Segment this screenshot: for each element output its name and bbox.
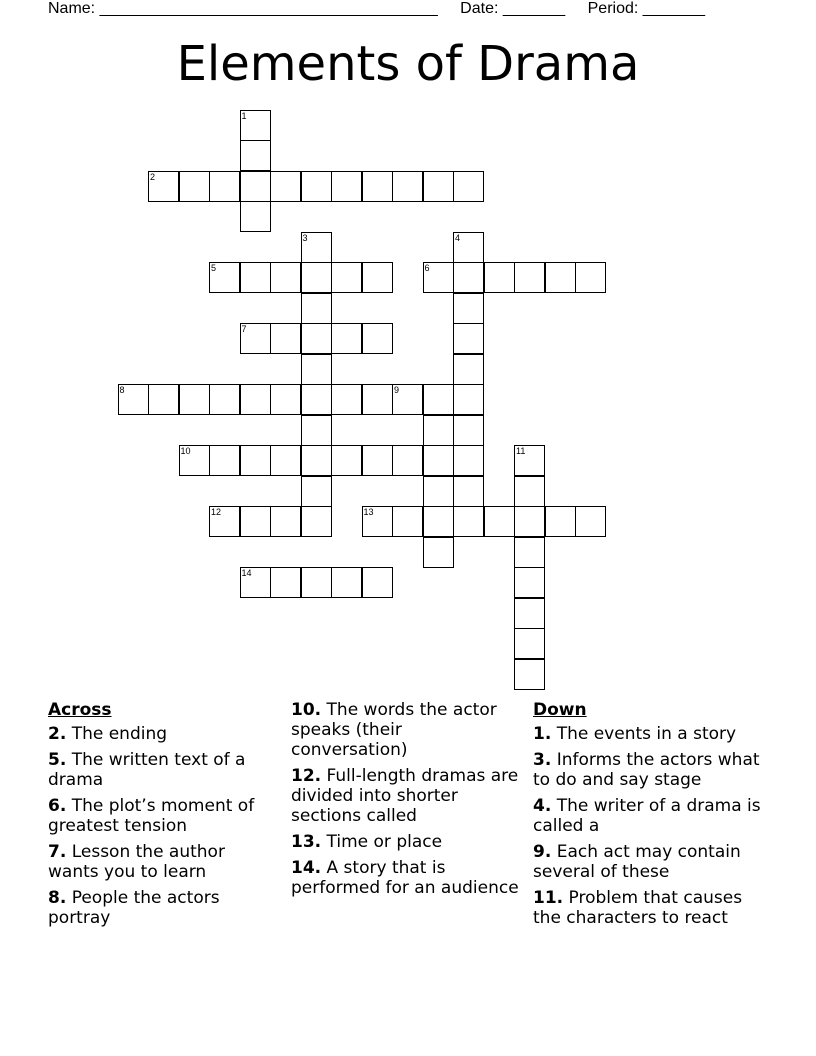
crossword-cell[interactable] xyxy=(362,445,393,476)
across-clue-list-continued xyxy=(291,700,523,898)
crossword-cell[interactable] xyxy=(209,262,240,293)
crossword-cell[interactable] xyxy=(301,262,332,293)
crossword-cell[interactable] xyxy=(301,171,332,202)
clue-number-label: 3. xyxy=(533,750,552,770)
crossword-cell[interactable] xyxy=(270,567,301,598)
clue-number-label: 7. xyxy=(48,842,67,862)
crossword-cell[interactable] xyxy=(514,445,545,476)
crossword-cell[interactable] xyxy=(362,323,393,354)
clue-number: 10 xyxy=(180,446,191,456)
crossword-cell[interactable] xyxy=(240,140,271,171)
clue-number-label: 10. xyxy=(291,700,322,720)
name-label: Name: xyxy=(48,0,96,17)
crossword-cell[interactable] xyxy=(331,567,362,598)
clue-number: 7 xyxy=(241,324,247,334)
crossword-cell[interactable] xyxy=(453,262,484,293)
crossword-cell[interactable] xyxy=(423,476,454,507)
crossword-cell[interactable] xyxy=(270,445,301,476)
crossword-cell[interactable] xyxy=(301,415,332,446)
crossword-cell[interactable] xyxy=(148,384,179,415)
period-blank[interactable]: _______ xyxy=(642,0,706,17)
crossword-cell[interactable] xyxy=(575,262,606,293)
clue-number-label: 1. xyxy=(533,724,552,744)
crossword-cell[interactable] xyxy=(392,384,423,415)
clue-text: The words the actor speaks (their conversation) xyxy=(291,700,497,760)
clue xyxy=(533,842,765,882)
clue-number: 4 xyxy=(455,232,461,243)
crossword-cell[interactable] xyxy=(179,384,210,415)
clue xyxy=(533,750,765,790)
across-heading: Across xyxy=(48,700,112,720)
crossword-cell[interactable] xyxy=(270,171,301,202)
clue xyxy=(48,724,280,744)
crossword-cell[interactable] xyxy=(453,171,484,202)
crossword-cell[interactable] xyxy=(270,506,301,537)
name-blank[interactable]: ______________________________________ xyxy=(99,0,438,17)
crossword-cell[interactable] xyxy=(453,293,484,324)
crossword-cell[interactable] xyxy=(240,506,271,537)
clue-number: 14 xyxy=(241,568,252,578)
clue-number: 11 xyxy=(516,446,526,456)
clue-number: 5 xyxy=(211,263,217,273)
clue-number-label: 5. xyxy=(48,750,67,770)
crossword-cell[interactable] xyxy=(514,506,545,537)
clue xyxy=(291,858,523,898)
clue-text: The written text of a drama xyxy=(48,750,246,790)
crossword-cell[interactable] xyxy=(331,384,362,415)
page-title: Elements of Drama xyxy=(176,36,640,92)
crossword-cell[interactable] xyxy=(362,384,393,415)
clue xyxy=(291,766,523,826)
across-clues-continued xyxy=(291,700,523,904)
crossword-cell[interactable] xyxy=(514,598,545,629)
clue-number-label: 2. xyxy=(48,724,67,744)
clue-number: 9 xyxy=(394,385,400,395)
crossword-cell[interactable] xyxy=(423,262,454,293)
crossword-cell[interactable] xyxy=(209,506,240,537)
clue-number: 3 xyxy=(302,232,308,243)
crossword-cell[interactable] xyxy=(240,384,271,415)
crossword-cell[interactable] xyxy=(514,476,545,507)
crossword-cell[interactable] xyxy=(240,567,271,598)
clue xyxy=(291,832,523,852)
crossword-cell[interactable] xyxy=(270,262,301,293)
crossword-cell[interactable] xyxy=(270,384,301,415)
crossword-cell[interactable] xyxy=(331,171,362,202)
period-label: Period: xyxy=(587,0,639,17)
clue xyxy=(533,796,765,836)
clue-text: The plot’s moment of greatest tension xyxy=(48,796,255,836)
clue-number: 1 xyxy=(241,110,247,121)
crossword-cell[interactable] xyxy=(331,323,362,354)
crossword-cell[interactable] xyxy=(240,445,271,476)
clue-text: Full-length dramas are divided into shorter sections called xyxy=(291,766,519,826)
crossword-cell[interactable] xyxy=(392,445,423,476)
clue-number: 8 xyxy=(119,385,125,395)
crossword-cell[interactable] xyxy=(240,262,271,293)
crossword-cell[interactable] xyxy=(514,628,545,659)
crossword-cell[interactable] xyxy=(423,415,454,446)
clue xyxy=(48,842,280,882)
clue-text: Lesson the author wants you to learn xyxy=(48,842,225,882)
crossword-cell[interactable] xyxy=(301,567,332,598)
clue-number-label: 12. xyxy=(291,766,322,786)
crossword-cell[interactable] xyxy=(392,506,423,537)
date-blank[interactable]: _______ xyxy=(502,0,566,17)
clue-number-label: 9. xyxy=(533,842,552,862)
crossword-cell[interactable] xyxy=(362,567,393,598)
clue-number-label: 8. xyxy=(48,888,67,908)
crossword-cell[interactable] xyxy=(575,506,606,537)
crossword-cell[interactable] xyxy=(118,384,149,415)
across-clues xyxy=(48,700,280,934)
crossword-cell[interactable] xyxy=(484,262,515,293)
clue xyxy=(533,724,765,744)
crossword-cell[interactable] xyxy=(514,567,545,598)
crossword-cell[interactable] xyxy=(209,445,240,476)
crossword-cell[interactable] xyxy=(514,659,545,690)
crossword-cell[interactable] xyxy=(301,293,332,324)
crossword-cell[interactable] xyxy=(453,476,484,507)
crossword-cell[interactable] xyxy=(453,354,484,385)
crossword-cell[interactable] xyxy=(240,201,271,232)
crossword-cell[interactable] xyxy=(362,262,393,293)
crossword-cell[interactable] xyxy=(423,171,454,202)
clue xyxy=(48,888,280,928)
crossword-cell[interactable] xyxy=(362,506,393,537)
crossword-cell[interactable] xyxy=(545,262,576,293)
across-clue-list xyxy=(48,724,280,928)
crossword-cell[interactable] xyxy=(240,110,271,141)
crossword-cell[interactable] xyxy=(148,171,179,202)
crossword-cell[interactable] xyxy=(301,232,332,263)
crossword-cell[interactable] xyxy=(179,445,210,476)
crossword-cell[interactable] xyxy=(301,445,332,476)
crossword-cell[interactable] xyxy=(453,232,484,263)
clue xyxy=(291,700,523,760)
clue-text: Time or place xyxy=(321,832,443,852)
clue-number-label: 14. xyxy=(291,858,322,878)
crossword-cell[interactable] xyxy=(209,384,240,415)
clue-text: The ending xyxy=(66,724,168,744)
date-label: Date: xyxy=(460,0,499,17)
crossword-cell[interactable] xyxy=(301,476,332,507)
clue-text: A story that is performed for an audience xyxy=(291,858,519,898)
clue-text: The writer of a drama is called a xyxy=(533,796,761,836)
crossword-cell[interactable] xyxy=(301,354,332,385)
clue-number: 13 xyxy=(363,507,374,517)
clue xyxy=(533,888,765,928)
crossword-cell[interactable] xyxy=(362,171,393,202)
clue xyxy=(48,750,280,790)
crossword-cell[interactable] xyxy=(270,323,301,354)
clue-text: The events in a story xyxy=(551,724,737,744)
clue-number-label: 11. xyxy=(533,888,564,908)
clue-number-label: 4. xyxy=(533,796,552,816)
crossword-cell[interactable] xyxy=(484,506,515,537)
crossword-cell[interactable] xyxy=(423,506,454,537)
clue-number-label: 6. xyxy=(48,796,67,816)
down-heading: Down xyxy=(533,700,587,720)
crossword-cell[interactable] xyxy=(453,506,484,537)
crossword-cell[interactable] xyxy=(331,445,362,476)
crossword-cell[interactable] xyxy=(545,506,576,537)
crossword-cell[interactable] xyxy=(514,537,545,568)
crossword-cell[interactable] xyxy=(301,384,332,415)
crossword-cell[interactable] xyxy=(453,323,484,354)
clue-number: 2 xyxy=(150,171,156,182)
clue xyxy=(48,796,280,836)
clue-number: 6 xyxy=(424,263,430,273)
down-clues xyxy=(533,700,765,934)
crossword-cell[interactable] xyxy=(453,415,484,446)
crossword-cell[interactable] xyxy=(331,262,362,293)
crossword-cell[interactable] xyxy=(423,537,454,568)
clue-text: Problem that causes the characters to react xyxy=(533,888,743,928)
crossword-cell[interactable] xyxy=(301,323,332,354)
clue-number: 12 xyxy=(211,507,222,517)
clue-text: Each act may contain several of these xyxy=(533,842,741,882)
crossword-cell[interactable] xyxy=(240,171,271,202)
clue-text: Informs the actors what to do and say stage xyxy=(533,750,760,790)
clue-text: People the actors portray xyxy=(48,888,220,928)
crossword-cell[interactable] xyxy=(209,171,240,202)
crossword-cell[interactable] xyxy=(453,445,484,476)
crossword-cell[interactable] xyxy=(453,384,484,415)
crossword-cell[interactable] xyxy=(240,323,271,354)
crossword-cell[interactable] xyxy=(392,171,423,202)
crossword-cell[interactable] xyxy=(423,445,454,476)
clue-number-label: 13. xyxy=(291,832,322,852)
crossword-cell[interactable] xyxy=(179,171,210,202)
crossword-cell[interactable] xyxy=(423,384,454,415)
down-clue-list xyxy=(533,724,765,928)
crossword-cell[interactable] xyxy=(514,262,545,293)
crossword-cell[interactable] xyxy=(301,506,332,537)
